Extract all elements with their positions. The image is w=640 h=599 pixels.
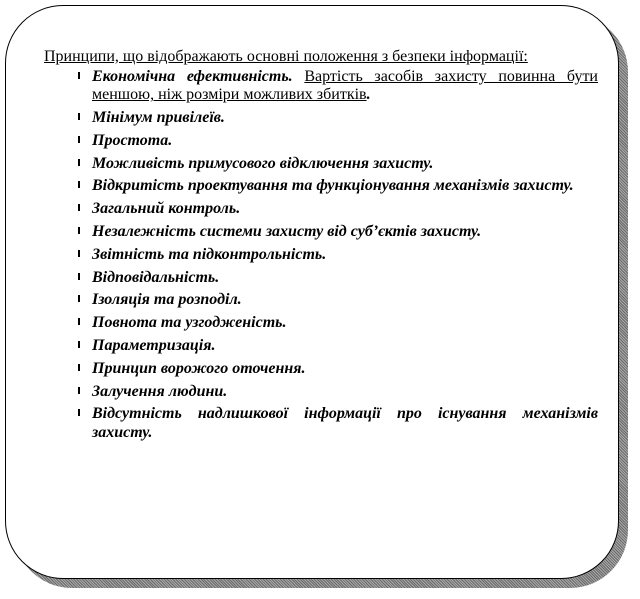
- list-item: Параметризація.: [92, 337, 598, 355]
- bullet-icon: [78, 364, 80, 371]
- list-item: Ізоляція та розподіл.: [92, 291, 598, 309]
- card-content: [44, 48, 598, 446]
- bullet-icon: [78, 295, 80, 302]
- bullet-icon: [78, 72, 80, 79]
- item-description: Вартість засобів захисту повинна бути меншою, ніж розміри можливих збитків: [92, 68, 598, 104]
- list-item: Відповідальність.: [92, 269, 598, 287]
- bullet-icon: [78, 250, 80, 257]
- principles-list: [44, 68, 598, 442]
- list-item: Загальний контроль.: [92, 200, 598, 218]
- list-item: Принцип ворожого оточення.: [92, 360, 598, 378]
- list-item: Можливість примусового відключення захисту.: [92, 155, 598, 173]
- bullet-icon: [78, 273, 80, 280]
- bullet-icon: [78, 204, 80, 211]
- list-item: Незалежність системи захисту від суб’єктів захисту.: [92, 223, 598, 241]
- bullet-icon: [78, 341, 80, 348]
- bullet-icon: [78, 113, 80, 120]
- bullet-icon: [78, 227, 80, 234]
- list-item: Економічна ефективність. Вартість засобів захисту повинна бути меншою, ніж розміри можливих збитків.: [92, 68, 598, 104]
- list-item: Залучення людини.: [92, 383, 598, 401]
- bullet-icon: [78, 159, 80, 166]
- list-item: Відкритість проектування та функціонування механізмів захисту.: [92, 177, 598, 195]
- list-item: Простота.: [92, 132, 598, 150]
- list-item: Відсутність надлишкової інформації про існування механізмів захисту.: [92, 405, 598, 441]
- rounded-card: [5, 5, 619, 579]
- bullet-icon: [78, 318, 80, 325]
- bullet-icon: [78, 181, 80, 188]
- intro-heading: Принципи, що відображають основні положення з безпеки інформації:: [44, 48, 528, 65]
- bullet-icon: [78, 409, 80, 416]
- bullet-icon: [78, 136, 80, 143]
- list-item: Мінімум привілеїв.: [92, 109, 598, 127]
- list-item: Повнота та узгодженість.: [92, 314, 598, 332]
- bullet-icon: [78, 387, 80, 394]
- list-item: Звітність та підконтрольність.: [92, 246, 598, 264]
